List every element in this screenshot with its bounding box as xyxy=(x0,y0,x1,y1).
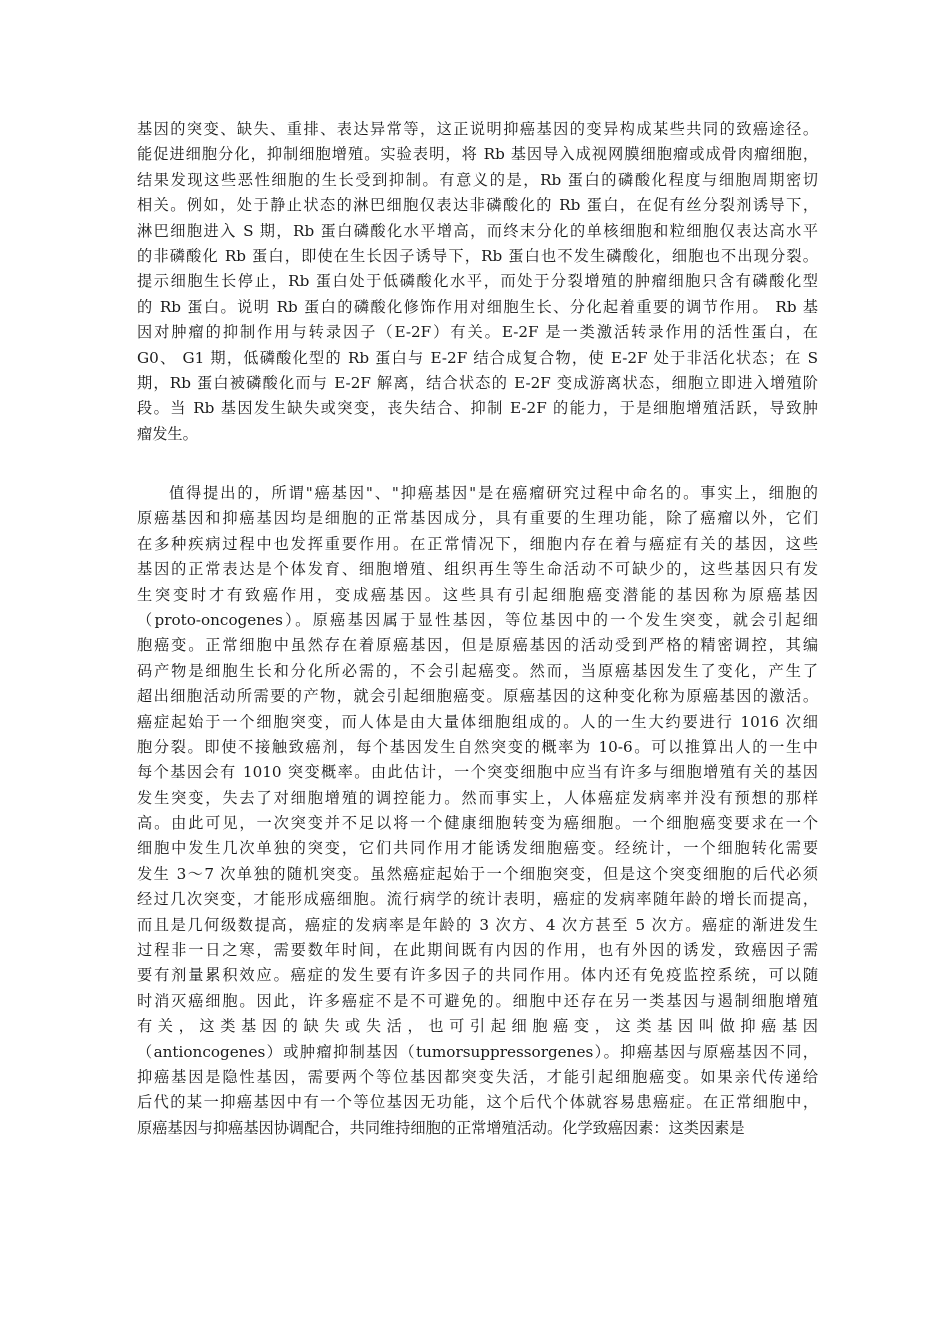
paragraph-oncogenes xyxy=(137,481,818,1141)
text-line: 值得提出的，所谓"癌基因"、"抑癌基因"是在癌瘤研究过程中命名的。事实上，细胞的 xyxy=(169,484,818,502)
text-line: 结果发现这些恶性细胞的生长受到抑制。有意义的是，Rb 蛋白的磷酸化程度与细胞周期密切 xyxy=(137,170,818,189)
text-line: 后代的某一抑癌基因中有一个等位基因无功能，这个后代个体就容易患癌症。在正常细胞中， xyxy=(137,1093,818,1112)
text-line: 发生 3～7 次单独的随机突变。虽然癌症起始于一个细胞突变，但是这个突变细胞的后代必须 xyxy=(137,864,818,883)
text-line: 码产物是细胞生长和分化所必需的，不会引起癌变。然而，当原癌基因发生了变化，产生了 xyxy=(137,661,818,680)
text-line: 因对肿瘤的抑制作用与转录因子（E-2F）有关。E-2F 是一类激活转录作用的活性蛋白，在 xyxy=(137,323,818,342)
text-line: 基因的突变、缺失、重排、表达异常等，这正说明抑癌基因的变异构成某些共同的致癌途径。 xyxy=(137,120,818,138)
text-line: 提示细胞生长停止，Rb 蛋白处于低磷酸化水平，而处于分裂增殖的肿瘤细胞只含有磷酸化型 xyxy=(137,272,818,291)
text-line: 的 Rb 蛋白。说明 Rb 蛋白的磷酸化修饰作用对细胞生长、分化起着重要的调节作用。 Rb 基 xyxy=(137,297,818,316)
text-line: 胞癌变。正常细胞中虽然存在着原癌基因，但是原癌基因的活动受到严格的精密调控，其编 xyxy=(137,636,818,655)
text-line: 要有剂量累积效应。癌症的发生要有许多因子的共同作用。体内还有免疫监控系统，可以随 xyxy=(137,966,818,985)
text-line: 细胞中发生几次单独的突变，它们共同作用才能诱发细胞癌变。经统计，一个细胞转化需要 xyxy=(137,839,818,858)
text-line: 段。当 Rb 基因发生缺失或突变，丧失结合、抑制 E-2F 的能力，于是细胞增殖活跃，导致肿 xyxy=(137,399,818,418)
text-line: 瘤发生。 xyxy=(137,424,198,443)
text-line: （antioncogenes）或肿瘤抑制基因（tumorsuppressorgenes）。抑癌基因与原癌基因不同， xyxy=(137,1042,818,1061)
text-line: 抑癌基因是隐性基因，需要两个等位基因都突变失活，才能引起细胞癌变。如果亲代传递给 xyxy=(137,1067,818,1086)
text-line: 超出细胞活动所需要的产物，就会引起细胞癌变。原癌基因的这种变化称为原癌基因的激活。 xyxy=(137,687,818,706)
paragraph-rb-gene xyxy=(137,117,818,447)
text-line: 淋巴细胞进入 S 期，Rb 蛋白磷酸化水平增高，而终末分化的单核细胞和粒细胞仅表达高水平 xyxy=(137,221,818,240)
text-line: 高。由此可见，一次突变并不足以将一个健康细胞转变为癌细胞。一个细胞癌变要求在一个 xyxy=(137,814,818,833)
text-line: 发生突变，失去了对细胞增殖的调控能力。然而事实上，人体癌症发病率并没有预想的那样 xyxy=(137,788,818,807)
text-line: 过程非一日之寒，需要数年时间，在此期间既有内因的作用，也有外因的诱发，致癌因子需 xyxy=(137,941,818,960)
text-line: 有 关 ， 这 类 基 因 的 缺 失 或 失 活 ， 也 可 引 起 细 胞 癌 变 ， 这 类 基 因 叫 做 抑 癌 基 因 xyxy=(137,1017,818,1036)
text-line: 基因的正常表达是个体发育、细胞增殖、组织再生等生命活动不可缺少的，这些基因只有发 xyxy=(137,560,818,579)
text-line: 期，Rb 蛋白被磷酸化而与 E-2F 解离，结合状态的 E-2F 变成游离状态，细胞立即进入增殖阶 xyxy=(137,373,818,392)
text-line: （proto-oncogenes）。原癌基因属于显性基因，等位基因中的一个发生突变，就会引起细 xyxy=(137,610,818,629)
text-line: 原癌基因与抑癌基因协调配合，共同维持细胞的正常增殖活动。化学致癌因素：这类因素是 xyxy=(137,1118,745,1137)
text-line: 而且是几何级数提高，癌症的发病率是年龄的 3 次方、4 次方甚至 5 次方。癌症的渐进发生 xyxy=(137,915,818,934)
text-line: 时消灭癌细胞。因此，许多癌症不是不可避免的。细胞中还存在另一类基因与遏制细胞增殖 xyxy=(137,991,818,1010)
text-line: 原癌基因和抑癌基因均是细胞的正常基因成分，具有重要的生理功能，除了癌瘤以外，它们 xyxy=(137,509,818,528)
text-line: 生突变时才有致癌作用，变成癌基因。这些具有引起细胞癌变潜能的基因称为原癌基因 xyxy=(137,585,818,604)
text-line: 相关。例如，处于静止状态的淋巴细胞仅表达非磷酸化的 Rb 蛋白，在促有丝分裂剂诱导下， xyxy=(137,196,818,215)
text-line: 癌症起始于一个细胞突变，而人体是由大量体细胞组成的。人的一生大约要进行 1016 次细 xyxy=(137,712,818,731)
text-line: 每个基因会有 1010 突变概率。由此估计，一个突变细胞中应当有许多与细胞增殖有关的基因 xyxy=(137,763,818,782)
text-line: 胞分裂。即使不接触致癌剂，每个基因发生自然突变的概率为 10-6。可以推算出人的一生中 xyxy=(137,737,818,756)
text-line: 能促进细胞分化，抑制细胞增殖。实验表明，将 Rb 基因导入成视网膜细胞瘤或成骨肉瘤细胞， xyxy=(137,145,818,164)
text-line: G0、 G1 期，低磷酸化型的 Rb 蛋白与 E-2F 结合成复合物，使 E-2F 处于非活化状态；在 S xyxy=(137,348,818,367)
text-line: 在多种疾病过程中也发挥重要作用。在正常情况下，细胞内存在着与癌症有关的基因，这些 xyxy=(137,534,818,553)
text-line: 经过几次突变，才能形成癌细胞。流行病学的统计表明，癌症的发病率随年龄的增长而提高， xyxy=(137,890,818,909)
text-line: 的非磷酸化 Rb 蛋白，即使在生长因子诱导下，Rb 蛋白也不发生磷酸化，细胞也不出现分裂。 xyxy=(137,246,818,265)
